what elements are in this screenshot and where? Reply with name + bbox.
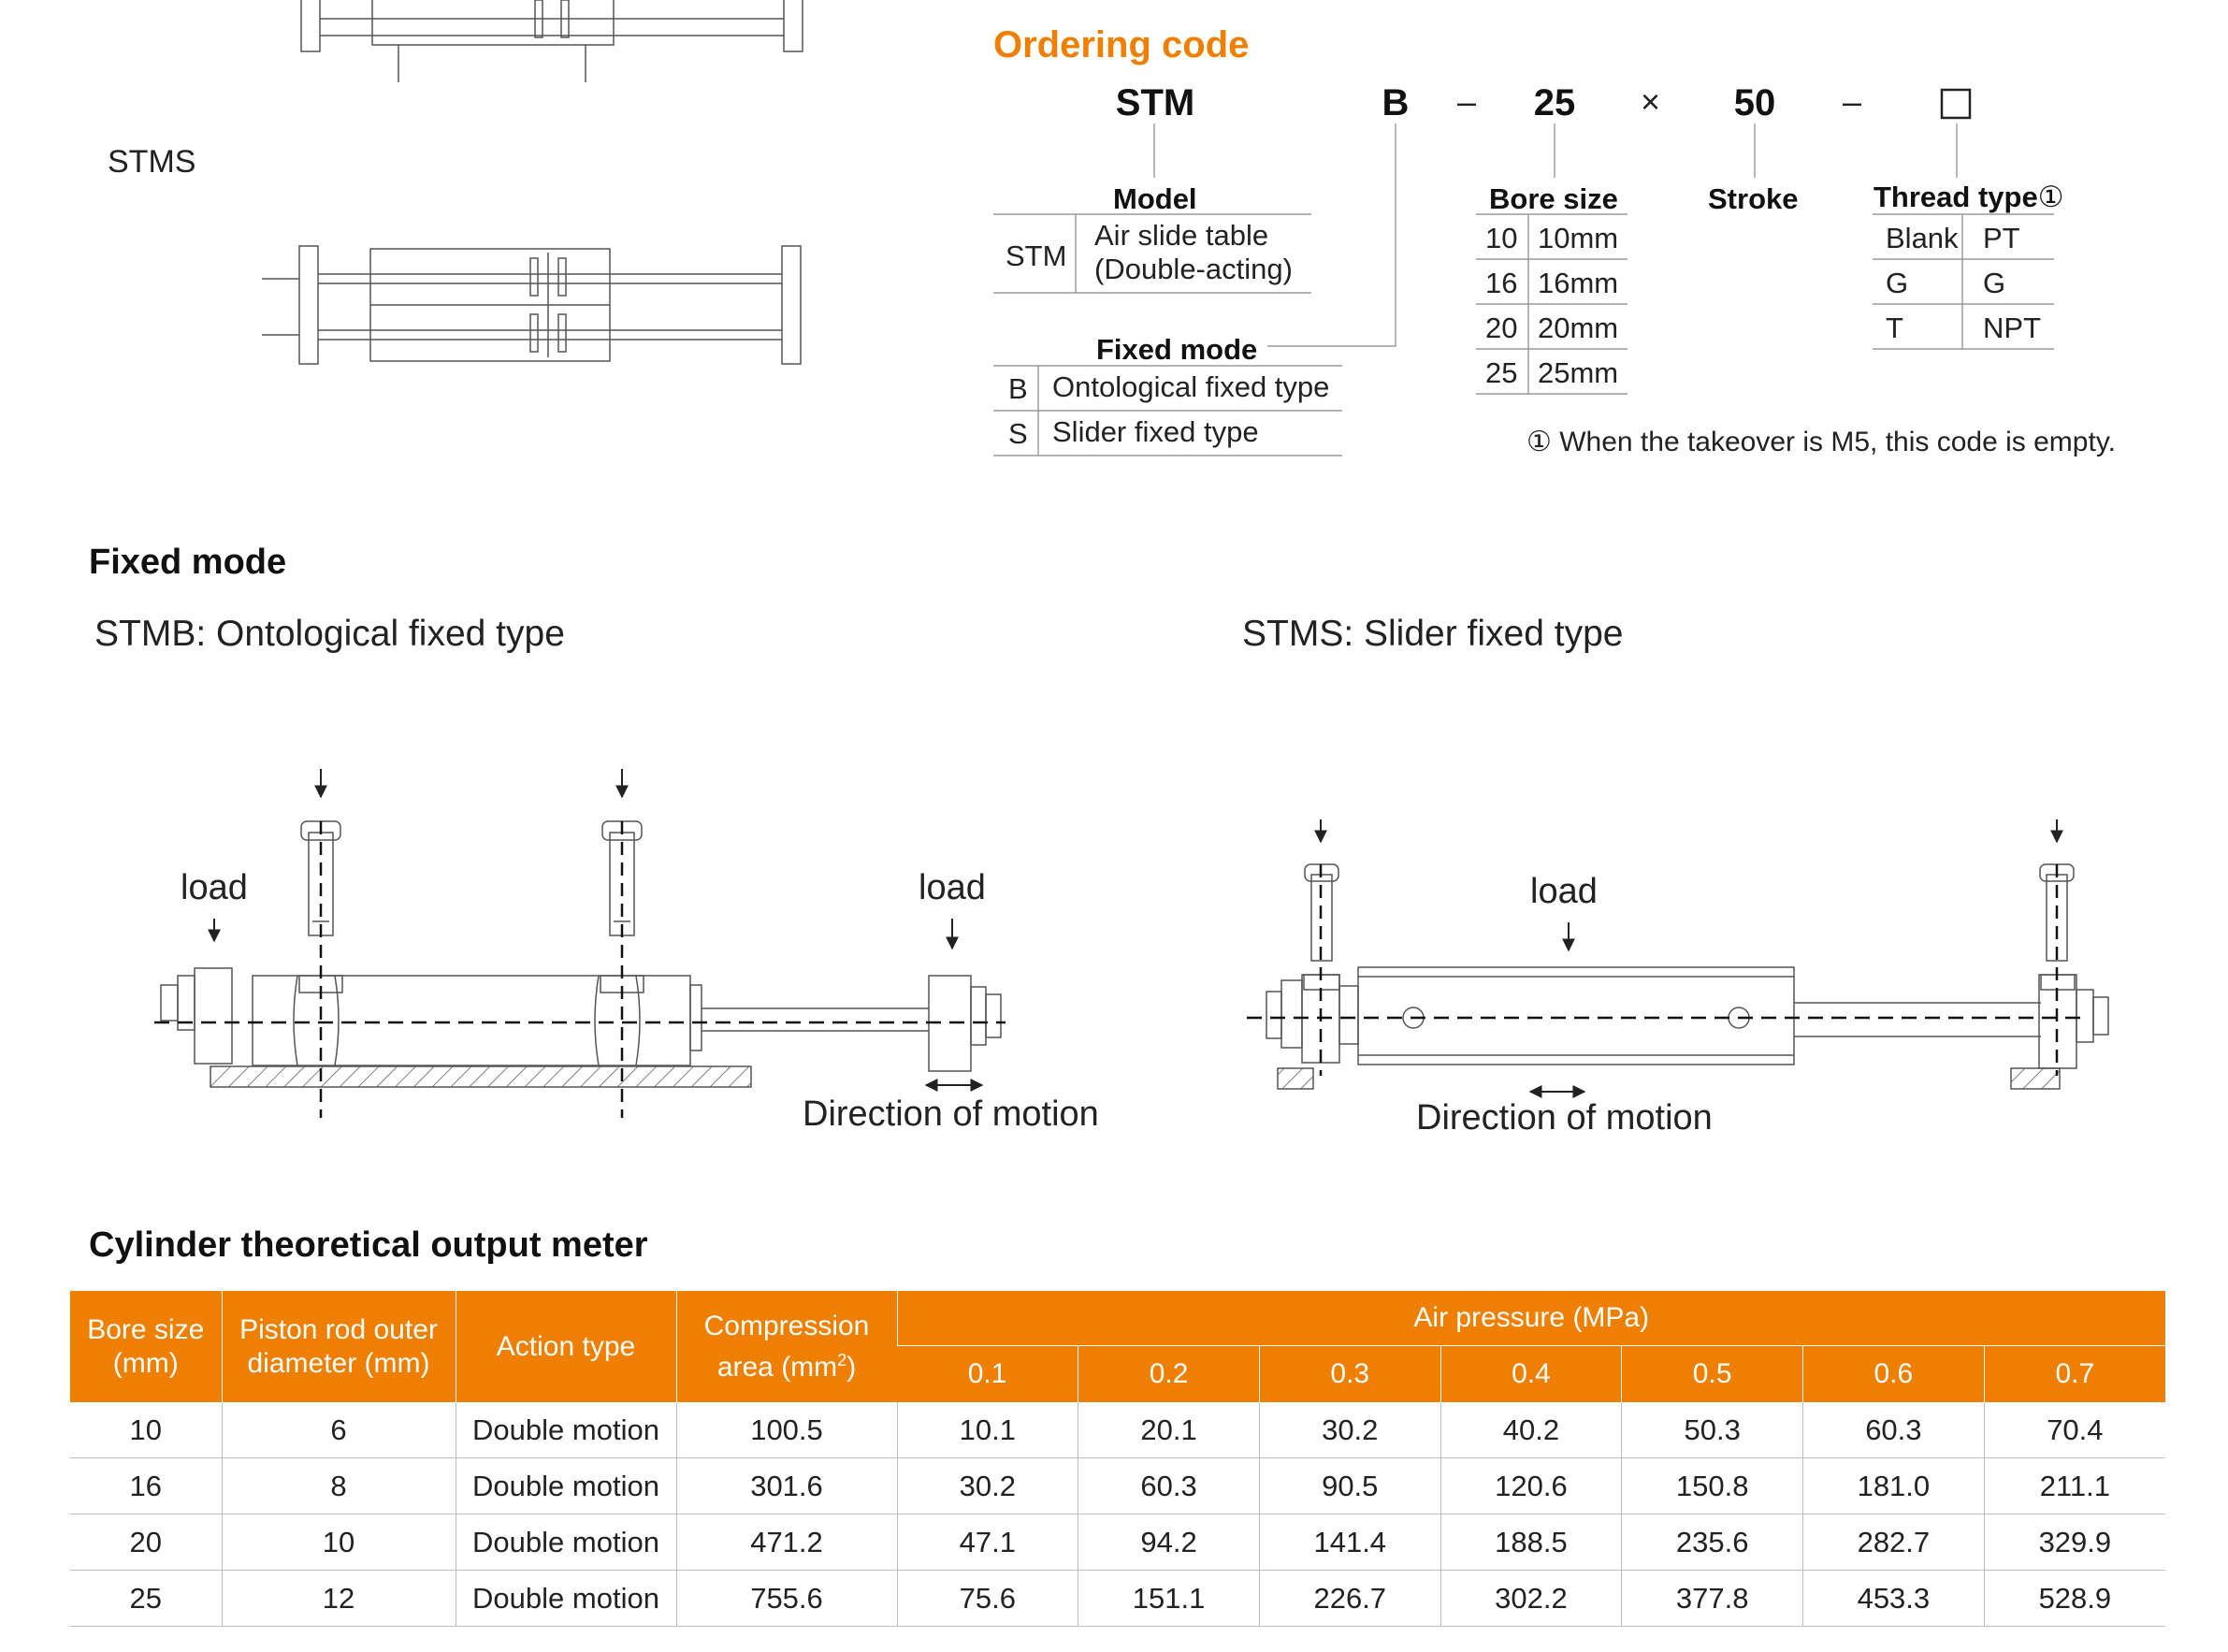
table-cell: 302.2 bbox=[1440, 1571, 1622, 1627]
stms-centerlines bbox=[1247, 864, 2086, 1076]
model-code: STM bbox=[1005, 239, 1067, 272]
fixed-code-s: S bbox=[1008, 417, 1028, 450]
fixed-desc-s: Slider fixed type bbox=[1052, 415, 1259, 448]
table-cell: 94.2 bbox=[1078, 1514, 1260, 1571]
table-cell: 282.7 bbox=[1803, 1514, 1985, 1571]
header-pressure: 0.4 bbox=[1440, 1346, 1622, 1403]
stroke-title: Stroke bbox=[1708, 182, 1799, 215]
table-row bbox=[70, 1514, 2165, 1571]
table-cell: 528.9 bbox=[1984, 1571, 2165, 1627]
bore-desc: 10mm bbox=[1538, 222, 1619, 254]
header-action: Action type bbox=[456, 1291, 676, 1402]
table-cell: 329.9 bbox=[1984, 1514, 2165, 1571]
bore-desc: 16mm bbox=[1538, 267, 1619, 299]
table-cell: 47.1 bbox=[897, 1514, 1078, 1571]
bore-desc: 20mm bbox=[1538, 312, 1619, 344]
bore-code: 25 bbox=[1485, 356, 1518, 389]
table-cell: Double motion bbox=[456, 1458, 676, 1514]
table-cell: 226.7 bbox=[1259, 1571, 1440, 1627]
table-cell: 60.3 bbox=[1803, 1402, 1985, 1458]
header-pressure: 0.6 bbox=[1803, 1346, 1985, 1403]
header-pressure: 0.2 bbox=[1078, 1346, 1260, 1403]
thread-table-title: Thread type① bbox=[1874, 181, 2064, 213]
blank-code-box bbox=[1942, 90, 1970, 118]
bore-table-title: Bore size bbox=[1489, 182, 1618, 215]
thread-desc: G bbox=[1983, 267, 2006, 299]
header-air-pressure: Air pressure (MPa) bbox=[897, 1291, 2165, 1346]
table-cell: 120.6 bbox=[1440, 1458, 1622, 1514]
table-row bbox=[70, 1571, 2165, 1627]
code-times: × bbox=[1641, 82, 1661, 121]
stms-top-drawing bbox=[262, 246, 801, 364]
table-cell: 30.2 bbox=[1259, 1402, 1440, 1458]
table-cell: 10.1 bbox=[897, 1402, 1078, 1458]
stmb-load-left-label: load bbox=[181, 868, 248, 907]
output-table-title: Cylinder theoretical output meter bbox=[89, 1225, 648, 1265]
table-row bbox=[70, 1402, 2165, 1458]
top-partial-drawing bbox=[301, 0, 803, 82]
thread-desc: PT bbox=[1983, 222, 2020, 254]
stms-load-label: load bbox=[1530, 872, 1598, 911]
table-cell: 20.1 bbox=[1078, 1402, 1260, 1458]
output-table bbox=[70, 1291, 2165, 1627]
table-cell: 20 bbox=[70, 1514, 222, 1571]
table-cell: 377.8 bbox=[1622, 1571, 1803, 1627]
thread-desc: NPT bbox=[1983, 312, 2041, 344]
table-cell: 60.3 bbox=[1078, 1458, 1260, 1514]
header-piston: Piston rod outer diameter (mm) bbox=[222, 1291, 456, 1402]
stms-drawing bbox=[1266, 864, 2108, 1089]
bore-desc: 25mm bbox=[1538, 356, 1619, 389]
stms-subtitle: STMS: Slider fixed type bbox=[1242, 614, 1624, 654]
table-cell: Double motion bbox=[456, 1402, 676, 1458]
code-stroke: 50 bbox=[1733, 82, 1776, 123]
stmb-arrows bbox=[214, 769, 982, 1085]
code-mode: B bbox=[1382, 82, 1410, 123]
table-cell: 150.8 bbox=[1622, 1458, 1803, 1514]
fixed-desc-b: Ontological fixed type bbox=[1052, 370, 1330, 403]
table-cell: 16 bbox=[70, 1458, 222, 1514]
code-separator-2: – bbox=[1843, 82, 1862, 121]
fixed-mode-title: Fixed mode bbox=[89, 543, 287, 582]
code-separator-1: – bbox=[1457, 82, 1477, 121]
thread-code: Blank bbox=[1886, 222, 1959, 254]
table-cell: 181.0 bbox=[1803, 1458, 1985, 1514]
table-cell: 75.6 bbox=[897, 1571, 1078, 1627]
table-cell: 12 bbox=[222, 1571, 456, 1627]
table-cell: 471.2 bbox=[676, 1514, 897, 1571]
stms-label: STMS bbox=[108, 144, 196, 180]
table-cell: 211.1 bbox=[1984, 1458, 2165, 1514]
table-cell: 141.4 bbox=[1259, 1514, 1440, 1571]
header-area: Compression area $(mm^2)$ bbox=[676, 1291, 897, 1402]
table-cell: 90.5 bbox=[1259, 1458, 1440, 1514]
header-pressure: 0.3 bbox=[1259, 1346, 1440, 1403]
thread-note: ① When the takeover is M5, this code is empty. bbox=[1526, 427, 2116, 457]
table-cell: 151.1 bbox=[1078, 1571, 1260, 1627]
model-desc-line2: (Double-acting) bbox=[1094, 253, 1293, 285]
table-cell: 50.3 bbox=[1622, 1402, 1803, 1458]
bore-code: 10 bbox=[1485, 222, 1518, 254]
table-cell: 188.5 bbox=[1440, 1514, 1622, 1571]
stmb-load-right-label: load bbox=[919, 868, 986, 907]
table-cell: Double motion bbox=[456, 1571, 676, 1627]
header-pressure: 0.5 bbox=[1622, 1346, 1803, 1403]
model-table-title: Model bbox=[1113, 182, 1197, 215]
table-cell: 30.2 bbox=[897, 1458, 1078, 1514]
table-cell: 70.4 bbox=[1984, 1402, 2165, 1458]
table-cell: 25 bbox=[70, 1571, 222, 1627]
thread-code: T bbox=[1886, 312, 1903, 344]
table-cell: 8 bbox=[222, 1458, 456, 1514]
table-cell: 10 bbox=[222, 1514, 456, 1571]
fixed-table-title: Fixed mode bbox=[1096, 333, 1258, 366]
ordering-code-title: Ordering code bbox=[993, 24, 1250, 65]
header-pressure: 0.1 bbox=[897, 1346, 1078, 1403]
table-cell: 100.5 bbox=[676, 1402, 897, 1458]
stmb-drawing bbox=[161, 821, 1001, 1087]
header-pressure: 0.7 bbox=[1984, 1346, 2165, 1403]
bore-code: 20 bbox=[1485, 312, 1518, 344]
thread-code: G bbox=[1886, 267, 1909, 299]
code-model: STM bbox=[1115, 82, 1195, 123]
stms-motion-label: Direction of motion bbox=[1416, 1098, 1713, 1138]
bore-code: 16 bbox=[1485, 267, 1518, 299]
table-cell: 235.6 bbox=[1622, 1514, 1803, 1571]
table-cell: 301.6 bbox=[676, 1458, 897, 1514]
stmb-subtitle: STMB: Ontological fixed type bbox=[94, 614, 565, 654]
table-cell: 10 bbox=[70, 1402, 222, 1458]
table-cell: Double motion bbox=[456, 1514, 676, 1571]
table-cell: 6 bbox=[222, 1402, 456, 1458]
table-cell: 453.3 bbox=[1803, 1571, 1985, 1627]
stmb-motion-label: Direction of motion bbox=[803, 1094, 1099, 1134]
stms-arrows bbox=[1321, 819, 2057, 1092]
table-row bbox=[70, 1458, 2165, 1514]
table-cell: 40.2 bbox=[1440, 1402, 1622, 1458]
model-desc-line1: Air slide table bbox=[1094, 219, 1269, 252]
table-cell: 755.6 bbox=[676, 1571, 897, 1627]
code-bore: 25 bbox=[1533, 82, 1576, 123]
fixed-code-b: B bbox=[1008, 372, 1028, 405]
header-bore: Bore size (mm) bbox=[70, 1291, 222, 1402]
